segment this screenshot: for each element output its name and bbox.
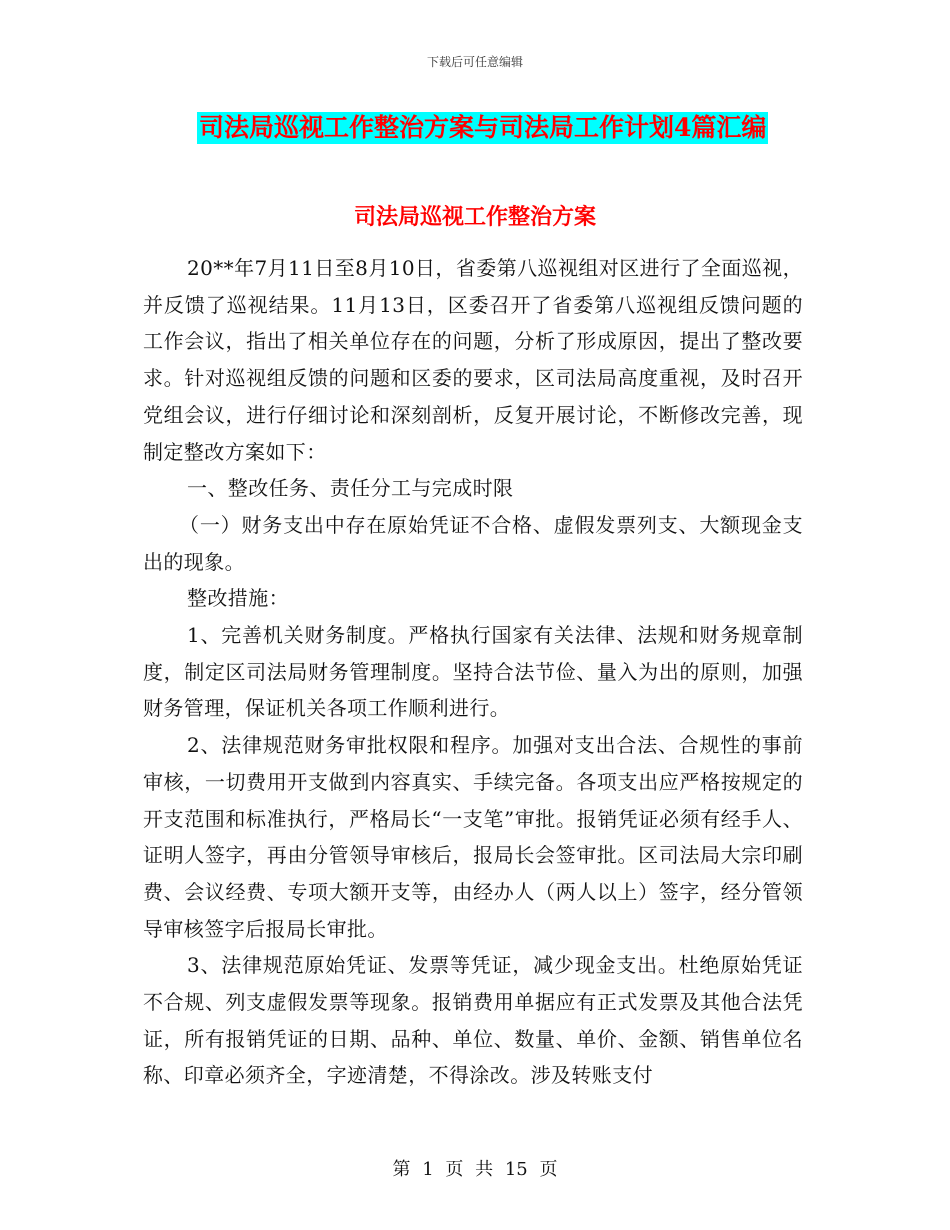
section-title: 司法局巡视工作整治方案 — [353, 204, 596, 230]
paragraph-measures-label: 整改措施： — [187, 586, 289, 611]
page-header-note: 下载后可任意编辑 — [426, 55, 523, 69]
paragraph-measure-1: 1、完善机关财务制度。严格执行国家有关法律、法规和财务规章制度，制定区司法局财务管理制度。坚持合法节俭、量入为出的原则，加强财务管理，保证机关各项工作顺利进行。 — [143, 623, 803, 721]
paragraph-measure-2: 2、法律规范财务审批权限和程序。加强对支出合法、合规性的事前审核，一切费用开支做到内容真实、手续完备。各项支出应严格按规定的开支范围和标准执行，严格局长“一支笔”审批。报销凭证必须有经手人、证明人签字，再由分管领导审核后，报局长会签审批。区司法局大宗印刷费、会议经费、专项大额开支等，由经办人（两人以上）签字，经分管领导审核签字后报局长审批。 — [143, 733, 803, 941]
paragraph-issue-1: （一）财务支出中存在原始凭证不合格、虚假发票列支、大额现金支出的现象。 — [143, 512, 803, 574]
document-body — [143, 250, 803, 1094]
page-footer-page-number: 第 1 页 共 15 页 — [392, 1159, 558, 1180]
document-title: 司法局巡视工作整治方案与司法局工作计划4篇汇编 — [199, 113, 767, 142]
paragraph-measure-3: 3、法律规范原始凭证、发票等凭证，减少现金支出。杜绝原始凭证不合规、列支虚假发票等现象。报销费用单据应有正式发票及其他合法凭证，所有报销凭证的日期、品种、单位、数量、单价、金额、销售单位名称、印章必须齐全，字迹清楚，不得涂改。涉及转账支付 — [143, 953, 803, 1088]
paragraph-intro: 20**年7月11日至8月10日，省委第八巡视组对区进行了全面巡视，并反馈了巡视结果。11月13日，区委召开了省委第八巡视组反馈问题的工作会议，指出了相关单位存在的问题，分析了形成原因，提出了整改要求。针对巡视组反馈的问题和区委的要求，区司法局高度重视，及时召开党组会议，进行仔细讨论和深刻剖析，反复开展讨论，不断修改完善，现制定整改方案如下： — [143, 256, 803, 464]
paragraph-heading-1: 一、整改任务、责任分工与完成时限 — [187, 476, 514, 501]
